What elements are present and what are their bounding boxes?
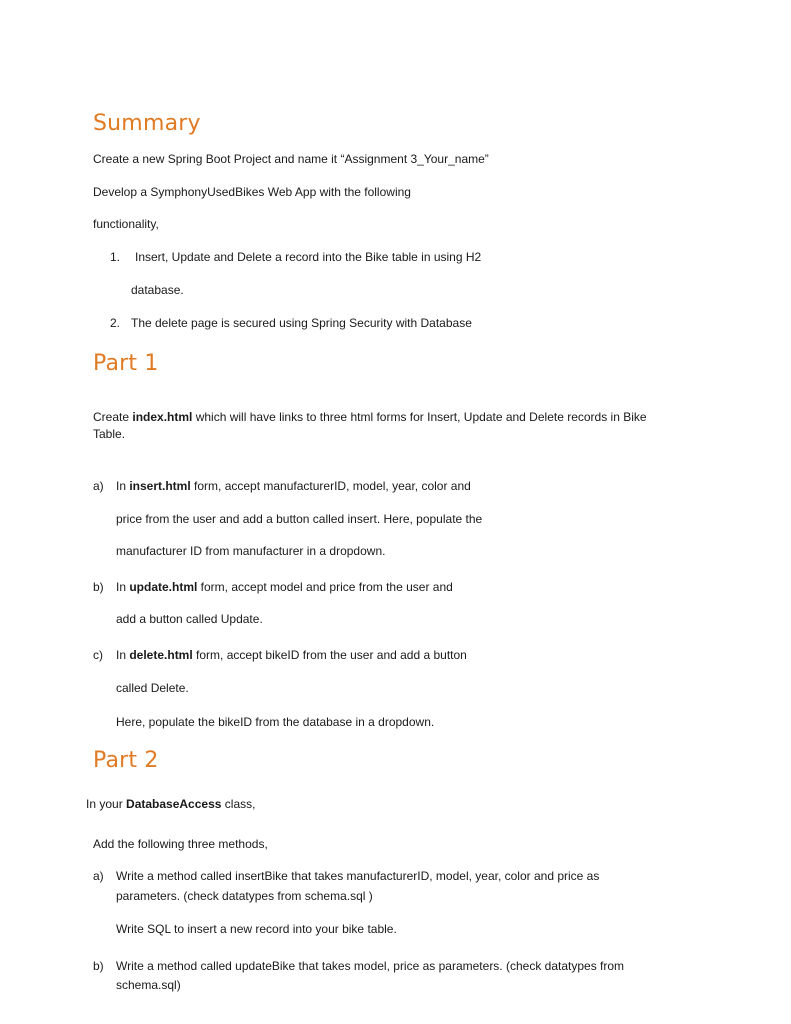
part2-b-line-2: schema.sql) <box>116 978 181 992</box>
part1-c-post: form, accept bikeID from the user and add a button <box>192 648 467 662</box>
part1-b-pre: In <box>116 580 130 594</box>
part1-c-line-2: called Delete. <box>116 681 189 695</box>
summary-item-1-text: Insert, Update and Delete a record into the Bike table in using H2 <box>135 250 482 264</box>
part2-b-line-1: Write a method called updateBike that takes model, price as parameters. (check datatypes from <box>116 959 625 973</box>
part1-c-line-3: Here, populate the bikeID from the database in a dropdown. <box>116 715 435 729</box>
part2-intro-pre: In your <box>86 797 127 811</box>
part2-intro-post: class, <box>221 797 256 811</box>
part1-c-label: c) <box>93 648 103 662</box>
part1-a-line-3: manufacturer ID from manufacturer in a dropdown. <box>116 544 386 558</box>
part1-b-filename: update.html <box>129 580 198 594</box>
part1-c-line-1 <box>116 648 467 662</box>
part1-b-line-1 <box>116 580 453 594</box>
part1-a-pre: In <box>116 479 130 493</box>
summary-item-1-number: 1. <box>110 250 121 264</box>
summary-item-2-number: 2. <box>110 316 121 330</box>
part1-intro-line-2: Table. <box>93 427 126 441</box>
summary-line-3: functionality, <box>93 217 159 231</box>
part2-a-line-1: Write a method called insertBike that takes manufacturerID, model, year, color and price as <box>116 869 600 883</box>
summary-item-2-text: The delete page is secured using Spring Security with Database <box>131 316 472 330</box>
part1-intro-pre: Create <box>93 410 133 424</box>
part1-intro-post: which will have links to three html forms for Insert, Update and Delete records in Bike <box>192 410 647 424</box>
part1-a-filename: insert.html <box>129 479 191 493</box>
part2-a-line-2: parameters. (check datatypes from schema.sql ) <box>116 889 373 903</box>
part1-intro <box>93 410 647 424</box>
part1-b-line-2: add a button called Update. <box>116 612 263 626</box>
summary-item-1-continuation: database. <box>131 283 184 297</box>
part1-b-label: b) <box>93 580 104 594</box>
part2-intro-classname: DatabaseAccess <box>126 797 222 811</box>
part2-b-label: b) <box>93 959 104 973</box>
part2-a-line-3: Write SQL to insert a new record into your bike table. <box>116 922 397 936</box>
summary-heading: Summary <box>93 111 201 136</box>
part2-heading: Part 2 <box>93 748 159 773</box>
part1-a-label: a) <box>93 479 104 493</box>
part1-a-line-1 <box>116 479 471 493</box>
part2-a-label: a) <box>93 869 104 883</box>
summary-line-2: Develop a SymphonyUsedBikes Web App with the following <box>93 185 411 199</box>
part1-c-filename: delete.html <box>129 648 193 662</box>
part1-c-pre: In <box>116 648 130 662</box>
part2-intro <box>86 797 255 811</box>
part1-intro-filename: index.html <box>132 410 193 424</box>
part1-b-post: form, accept model and price from the user and <box>197 580 453 594</box>
part1-a-post: form, accept manufacturerID, model, year, color and <box>190 479 471 493</box>
summary-line-1: Create a new Spring Boot Project and name it “Assignment 3_Your_name” <box>93 152 489 166</box>
part1-a-line-2: price from the user and add a button called insert. Here, populate the <box>116 512 483 526</box>
part1-heading: Part 1 <box>93 351 159 376</box>
part2-line-2: Add the following three methods, <box>93 837 268 851</box>
